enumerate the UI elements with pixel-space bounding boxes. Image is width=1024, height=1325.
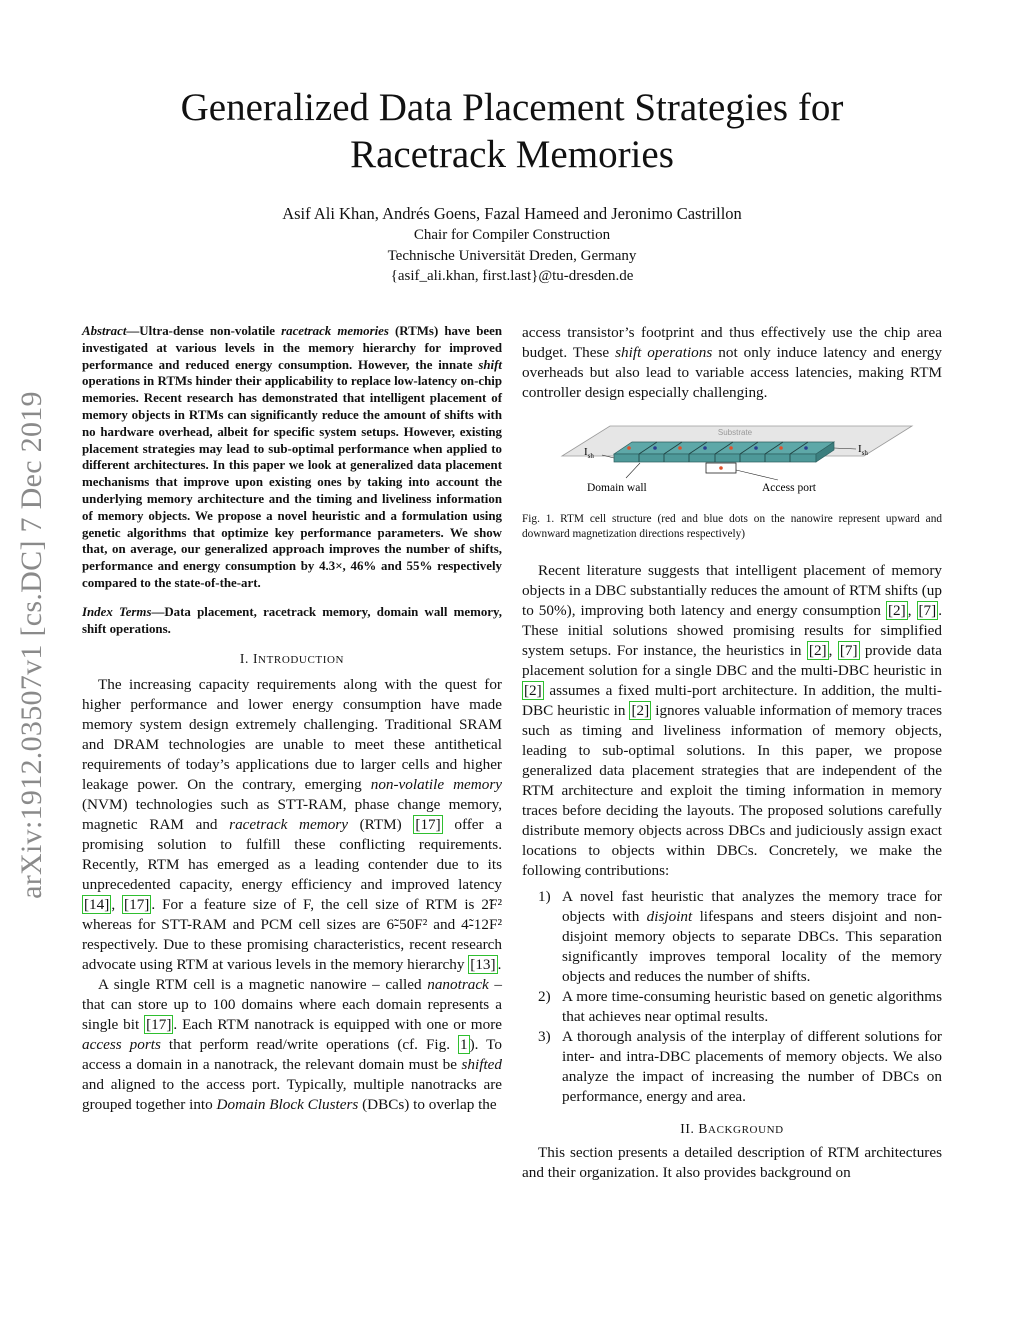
citation-link[interactable]: [17] bbox=[415, 816, 441, 834]
authors: Asif Ali Khan, Andrés Goens, Fazal Hameed and Jeronimo Castrillon bbox=[282, 204, 742, 223]
citation-link[interactable]: [17] bbox=[146, 1016, 172, 1034]
magnetization-dot-up bbox=[627, 446, 631, 450]
domain-wall-pointer bbox=[626, 463, 640, 478]
figure-rtm-cell bbox=[522, 418, 942, 500]
citation-link[interactable]: [2] bbox=[808, 642, 827, 659]
abstract: Abstract—Ultra-dense non-volatile racetrack memories (RTMs) have been investigated at various levels in the memory hierarchy for improved performance and reduced energy consumption. However, the innate shift operations in RTMs hinder their applicability to replace low-latency on-chip memories. Recent research has demonstrated that intelligent placement of memory objects in RTMs can significantly reduce the amount of shifts with no hardware overhead, albeit for specific system setups. However, existing placement strategies may lead to sub-optimal performance when applied to different architectures. In this paper we look at generalized data placement mechanisms that improve upon existing ones by taking into account the underlying memory architecture and the timing and liveliness information of memory objects. We propose a novel heuristic and a formulation using genetic algorithms that optimize key performance parameters. We show that, on average, our generalized approach improves the number of shifts, performance and energy consumption by 4.3×, 46% and 55% respectively compared to the state-of-the-art. bbox=[82, 324, 502, 590]
citation-link[interactable]: [17] bbox=[124, 896, 150, 914]
domain-wall-label: Domain wall bbox=[587, 482, 647, 494]
figure-link[interactable]: 1 bbox=[460, 1036, 468, 1054]
current-label-right: $I_{sh}$ bbox=[858, 443, 868, 457]
intro-paragraph-1: The increasing capacity requirements along with the quest for higher performance and lower energy consumption have made memory system design extremely challenging. Traditional SRAM and DRAM technologies are unable to meet these antithetical requirements of today’s applications due to larger cells and higher leakage power. On the contrary, emerging non-volatile memory (NVM) technologies such as STT-RAM, phase change memory, magnetic RAM and racetrack memory (RTM) [17] offer a promising solution to fulfill these conflicting requirements. Recently, RTM has emerged as a leading contender due to its unprecedented capacity, energy efficiency and improved latency [14] , [17] . For a feature size of F, the cell size of RTM is 2̃F² whereas for STT-RAM and PCM cell sizes are 6̃-50F² and 4̃-12F² respectively. Due to these promising characteristics, recent research advocate using RTM at various levels in the memory hierarchy [13] . bbox=[82, 676, 502, 974]
magnetization-dot-up bbox=[779, 446, 783, 450]
paper-title: Generalized Data Placement Strategies for Racetrack Memories bbox=[180, 86, 844, 176]
magnetization-dot-up bbox=[729, 446, 733, 450]
access-port-label: Access port bbox=[762, 482, 816, 494]
magnetization-dot-down bbox=[804, 446, 808, 450]
background-paragraph-1: This section presents a detailed description of RTM architectures and their organization. It also provides background on bbox=[522, 1144, 942, 1181]
affiliation: Chair for Compiler Construction Technische Universität Dreden, Germany {asif_ali.khan, first.last}@tu-dresden.de bbox=[387, 227, 637, 284]
intro-paragraph-2: A single RTM cell is a magnetic nanowire – called nanotrack – that can store up to 100 domains where each domain represents a single bit [17] . Each RTM nanotrack is equipped with one or more access ports that perform read/write operations (cf. Fig. 1 ). To access a domain in a nanotrack, the relevant domain must be shifted and aligned to the access port. Typically, multiple nanotracks are grouped together into Domain Block Clusters (DBCs) to overlap the bbox=[82, 976, 503, 1114]
list-item: 2) A more time-consuming heuristic based on genetic algorithms that achieves near optimal results. bbox=[538, 988, 942, 1025]
list-item: 3) A thorough analysis of the interplay of different solutions for inter- and intra-DBC placements of memory objects. We also analyze the impact of increasing the number of DBCs on performance, energy and area. bbox=[538, 1028, 942, 1105]
citation-link[interactable]: [7] bbox=[918, 602, 937, 619]
index-terms: Index Terms—Data placement, racetrack memory, domain wall memory, shift operations. bbox=[82, 604, 502, 636]
left-column bbox=[82, 323, 502, 1115]
magnetization-dot-down bbox=[703, 446, 707, 450]
access-port-dot bbox=[719, 466, 723, 470]
citation-link[interactable]: [14] bbox=[84, 896, 110, 914]
section-heading-introduction: I. INTRODUCTION bbox=[239, 651, 345, 667]
right-paragraph-2: Recent literature suggests that intelligent placement of memory objects in a DBC substantially reduces the amount of RTM shifts (up to 50%), improving both latency and energy consumption [2] , [7] . These initial solutions showed promising results for simplified system setups. For instance, the heuristics in [2] , [7] provide data placement solution for a single DBC and the multi-DBC heuristic in [2] assumes a fixed multi-port architecture. In addition, the multi-DBC heuristic in [2] ignores valuable information of memory traces such as timing and liveliness information of memory objects, leading to sub-optimal solutions. In this paper, we propose generalized data placement strategies that are independent of the RTM architecture and exploit the timing information in memory traces before deciding the layouts. The proposed solutions carefully distribute memory objects across DBCs and judiciously assign exact locations to objects within DBCs. Concretely, we make the following contributions: bbox=[522, 562, 943, 879]
substrate-label: Substrate bbox=[717, 428, 753, 437]
citation-link[interactable]: [7] bbox=[839, 642, 858, 659]
magnetization-dot-down bbox=[754, 446, 758, 450]
contributions-list bbox=[522, 887, 942, 1107]
right-column-bottom bbox=[522, 561, 942, 1183]
citation-link[interactable]: [13] bbox=[470, 956, 496, 974]
magnetization-dot-up bbox=[678, 446, 682, 450]
list-item: 1) A novel fast heuristic that analyzes the memory trace for objects with disjoint lifespans and steers disjoint and non-disjoint memory objects to separate DBCs. This separation significantly improves temporal locality of the memory objects and reduces the number of shifts. bbox=[538, 888, 942, 985]
section-heading-background: II. BACKGROUND bbox=[680, 1121, 784, 1136]
right-paragraph-1: access transistor’s footprint and thus effectively use the chip area budget. These shift operations not only induce latency and energy overheads but also lead to variable access latencies, making RTM controller design especially challenging. bbox=[522, 324, 942, 401]
citation-link[interactable]: [2] bbox=[887, 602, 906, 619]
arxiv-stamp: arXiv:1912.03507v1 [cs.DC] 7 Dec 2019 bbox=[15, 391, 48, 899]
right-column-top bbox=[522, 323, 942, 403]
citation-link[interactable]: [2] bbox=[631, 702, 650, 719]
citation-link[interactable]: [2] bbox=[524, 682, 542, 699]
figure-caption-block bbox=[522, 512, 942, 542]
magnetization-dot-down bbox=[653, 446, 657, 450]
figure-caption: Fig. 1. RTM cell structure (red and blue dots on the nanowire represent upward and downward magnetization directions respectively) bbox=[522, 513, 942, 540]
access-port-pointer bbox=[736, 470, 778, 480]
current-label-left: $I_{sh}$ bbox=[584, 446, 594, 460]
